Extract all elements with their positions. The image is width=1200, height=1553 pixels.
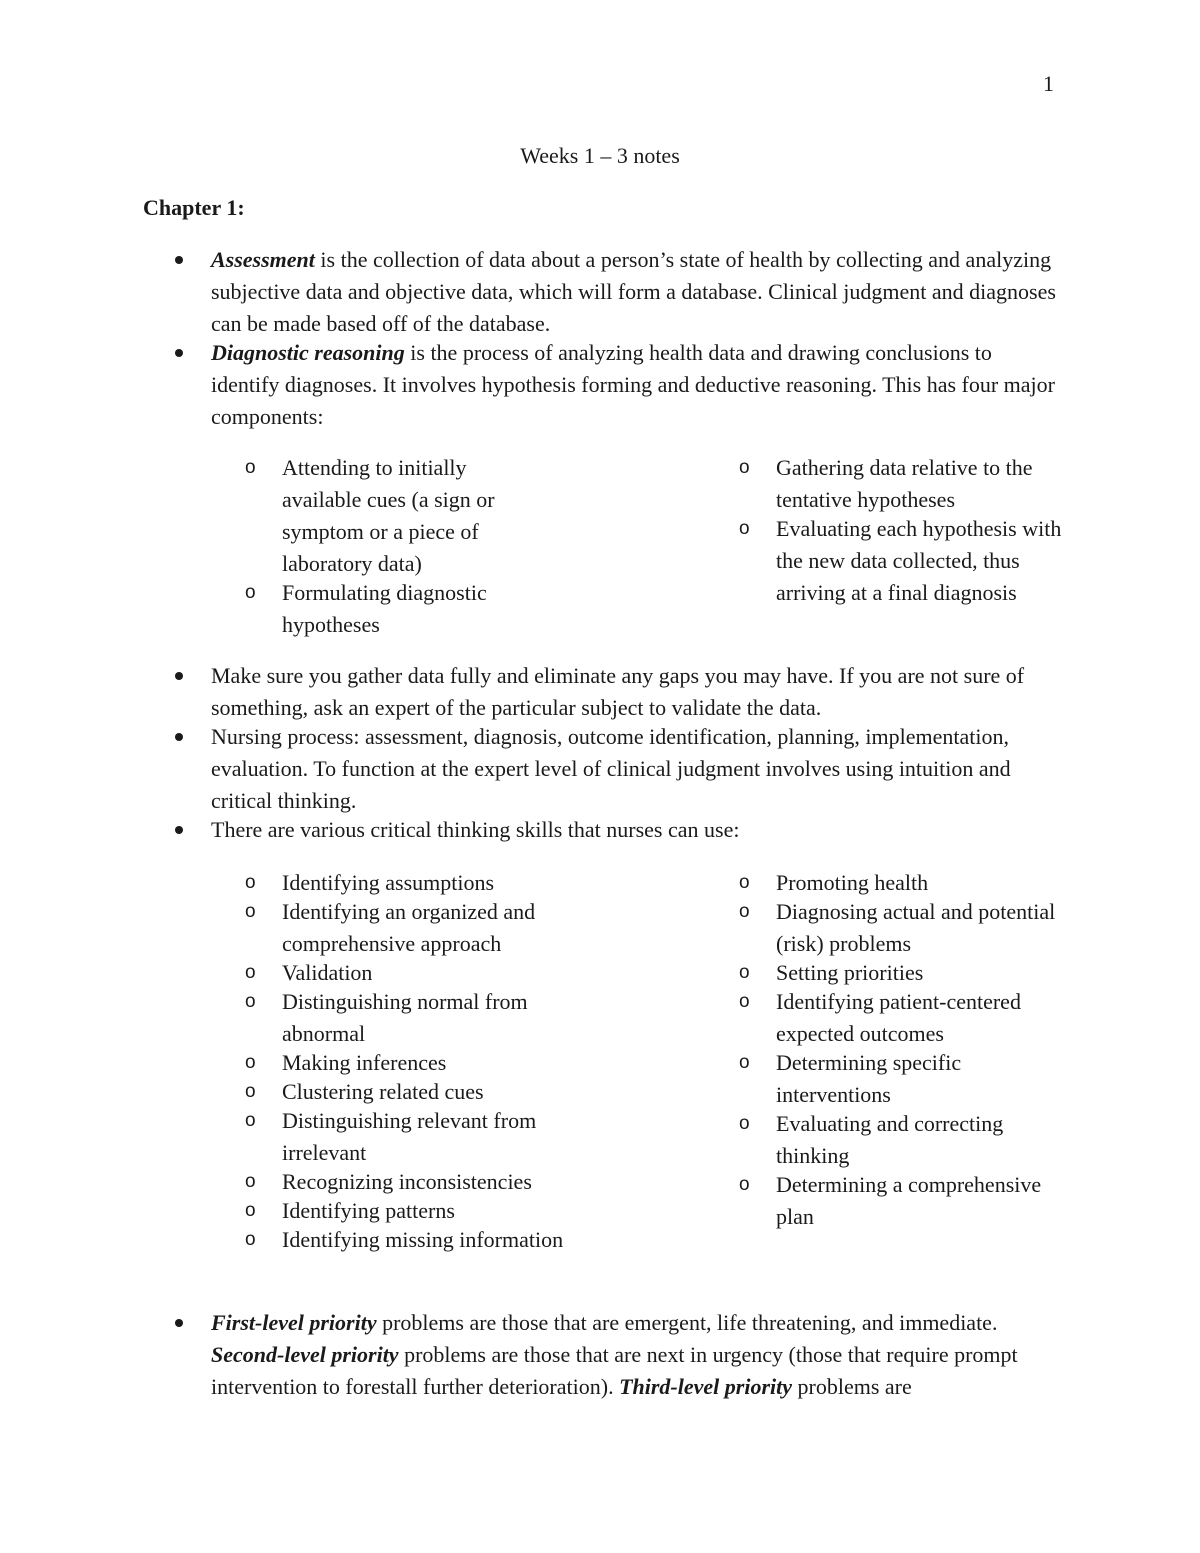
main-bullet-list-2	[172, 660, 1062, 846]
components-right-column	[739, 452, 1069, 609]
term-third-level-priority: Third-level priority	[619, 1374, 792, 1399]
bullet-icon	[175, 1319, 183, 1327]
circle-bullet-icon: o	[245, 1229, 256, 1250]
sub-list-item: o Formulating diagnostic hypotheses	[245, 577, 525, 641]
circle-bullet-icon: o	[245, 1081, 256, 1102]
sub-list-item: o Evaluating each hypothesis with the new data collected, thus arriving at a final diagnosis	[739, 513, 1069, 609]
list-item	[172, 337, 1062, 433]
sub-list-item: o Recognizing inconsistencies	[245, 1166, 565, 1198]
sub-list-item: o Distinguishing normal from abnormal	[245, 986, 565, 1050]
circle-bullet-icon: o	[245, 582, 256, 603]
bullet-icon	[175, 826, 183, 834]
sub-list-item: o Distinguishing relevant from irrelevant	[245, 1105, 565, 1169]
circle-bullet-icon: o	[245, 457, 256, 478]
circle-bullet-icon: o	[245, 1200, 256, 1221]
sub-list-item: o Determining a comprehensive plan	[739, 1169, 1059, 1233]
bullet-icon	[175, 349, 183, 357]
circle-bullet-icon: o	[245, 872, 256, 893]
sub-list-item: o Diagnosing actual and potential (risk) problems	[739, 896, 1059, 960]
circle-bullet-icon: o	[739, 872, 750, 893]
sub-list-item: o Evaluating and correcting thinking	[739, 1108, 1059, 1172]
bullet-icon	[175, 672, 183, 680]
list-item	[172, 244, 1062, 340]
term-diagnostic-reasoning: Diagnostic reasoning	[211, 340, 405, 365]
sub-list-item: o Identifying patient-centered expected outcomes	[739, 986, 1059, 1050]
components-left-column	[245, 452, 525, 641]
sub-list-item: o Setting priorities	[739, 957, 1059, 989]
circle-bullet-icon: o	[245, 991, 256, 1012]
list-item: Make sure you gather data fully and eliminate any gaps you may have. If you are not sure of something, ask an expert of the particular subject to validate the data.	[172, 660, 1062, 724]
circle-bullet-icon: o	[245, 1110, 256, 1131]
circle-bullet-icon: o	[245, 1052, 256, 1073]
list-item: First-level priority problems are those that are emergent, life threatening, and immediate. Second-level priority problems are those that are next in urgency (those that require prompt intervention to forestall further deterioration). Third-level priority problems are	[172, 1307, 1062, 1403]
chapter-heading: Chapter 1:	[143, 195, 245, 220]
term-assessment: Assessment	[211, 247, 315, 272]
sub-list-item: o Identifying patterns	[245, 1195, 565, 1227]
sub-list-item: o Promoting health	[739, 867, 1059, 899]
term-second-level-priority: Second-level priority	[211, 1342, 399, 1367]
circle-bullet-icon: o	[739, 457, 750, 478]
sub-list-item: o Clustering related cues	[245, 1076, 565, 1108]
skills-right-column	[739, 867, 1059, 1233]
sub-list-item: o Making inferences	[245, 1047, 565, 1079]
circle-bullet-icon: o	[245, 1171, 256, 1192]
circle-bullet-icon: o	[739, 991, 750, 1012]
main-bullet-list-3	[172, 1307, 1062, 1403]
circle-bullet-icon: o	[739, 1052, 750, 1073]
sub-list-item: o Identifying assumptions	[245, 867, 565, 899]
document-title: Weeks 1 – 3 notes	[520, 143, 680, 168]
circle-bullet-icon: o	[739, 1113, 750, 1134]
sub-list-item: o Validation	[245, 957, 565, 989]
sub-list-item: o Identifying an organized and comprehensive approach	[245, 896, 565, 960]
item-text: is the process of analyzing health data and drawing conclusions to identify diagnoses. It involves hypothesis forming and deductive reasoning. This has four major components:	[211, 340, 1055, 429]
circle-bullet-icon: o	[739, 962, 750, 983]
circle-bullet-icon: o	[739, 518, 750, 539]
item-text: is the collection of data about a person’s state of health by collecting and analyzing subjective data and objective data, which will form a database. Clinical judgment and diagnoses can be made based off of the database.	[211, 247, 1056, 336]
term-first-level-priority: First-level priority	[211, 1310, 377, 1335]
circle-bullet-icon: o	[739, 1174, 750, 1195]
list-item: There are various critical thinking skills that nurses can use:	[172, 814, 1062, 846]
circle-bullet-icon: o	[245, 962, 256, 983]
sub-list-item: o Determining specific interventions	[739, 1047, 1059, 1111]
skills-left-column	[245, 867, 565, 1256]
bullet-icon	[175, 256, 183, 264]
sub-list-item: o Gathering data relative to the tentative hypotheses	[739, 452, 1069, 516]
bullet-icon	[175, 733, 183, 741]
sub-list-item: o Attending to initially available cues (a sign or symptom or a piece of laboratory data)	[245, 452, 525, 580]
circle-bullet-icon: o	[739, 901, 750, 922]
circle-bullet-icon: o	[245, 901, 256, 922]
page-number: 1	[1043, 71, 1054, 96]
main-bullet-list-1	[172, 244, 1062, 433]
list-item: Nursing process: assessment, diagnosis, outcome identification, planning, implementation, evaluation. To function at the expert level of clinical judgment involves using intuition and critical thinking.	[172, 721, 1062, 817]
sub-list-item: o Identifying missing information	[245, 1224, 565, 1256]
